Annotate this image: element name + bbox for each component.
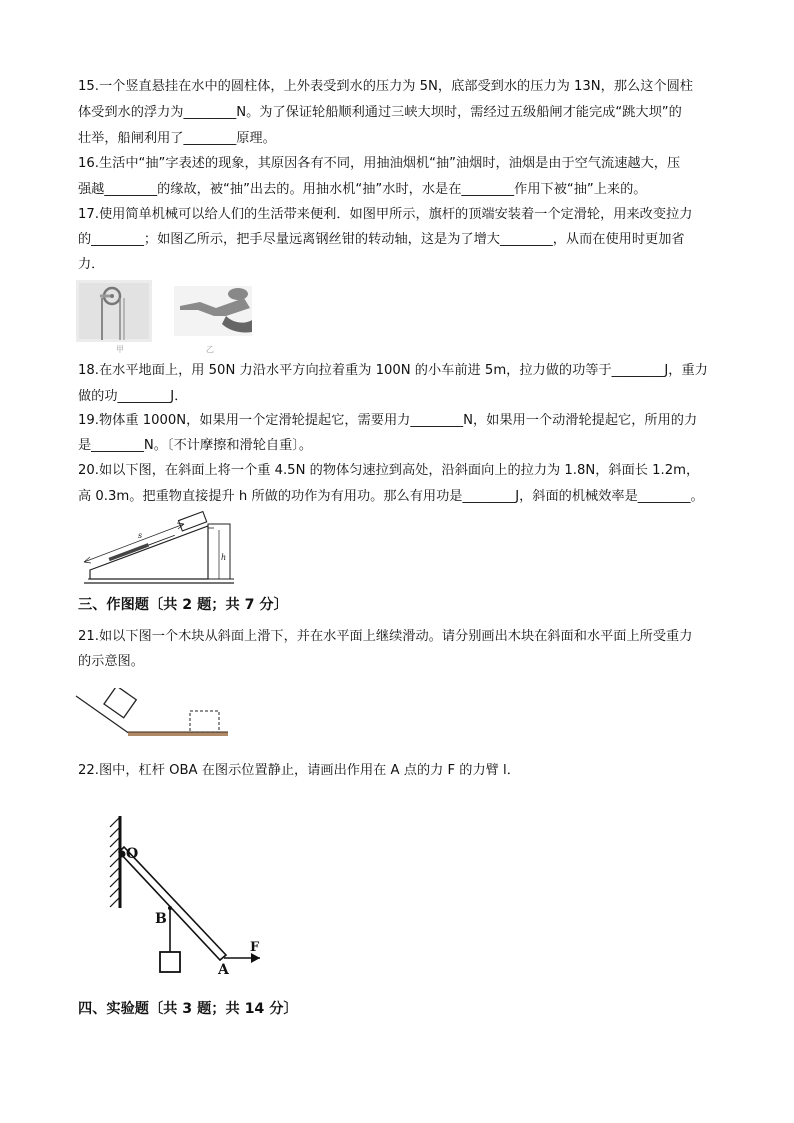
q20-label-s: s xyxy=(138,531,143,540)
q20-label-h: h xyxy=(221,553,227,562)
q22-label-b: B xyxy=(155,911,167,927)
q22-line-1: 22.图中，杠杆 OBA 在图示位置静止，请画出作用在 A 点的力 F 的力臂 l． xyxy=(78,763,520,778)
q17-figure xyxy=(76,280,256,356)
flagpole-pulley-photo xyxy=(76,280,152,342)
q16-line-1: 16.生活中“抽”字表述的现象，其原因各有不同，用抽油烟机“抽”油烟时，油烟是由于空气流速越大，压 xyxy=(78,156,681,171)
q22-label-a: A xyxy=(218,962,229,978)
q21-slope-figure xyxy=(74,688,234,744)
section-4-heading: 四、实验题〔共 3 题；共 14 分〕 xyxy=(78,1001,298,1017)
q21-line-1: 21.如以下图一个木块从斜面上滑下，并在水平面上继续滑动。请分别画出木块在斜面和水平面上所受重力 xyxy=(78,629,693,644)
q20-line-1: 20.如以下图，在斜面上将一个重 4.5N 的物体匀速拉到高处，沿斜面向上的拉力为 1.8N，斜面长 1.2m， xyxy=(78,463,700,478)
q20-line-2: 高 0.3m。把重物直接提升 h 所做的功作为有用功。那么有用功是________J，斜面的机械效率是________。 xyxy=(78,489,704,504)
q20-incline-figure xyxy=(80,510,238,586)
q16-line-2: 强越________的缘故，被“抽”出去的。用抽水机“抽”水时，水是在________作用下被“抽”上来的。 xyxy=(78,182,647,197)
q15-line-3: 壮举，船闸利用了________原理。 xyxy=(78,131,276,146)
q17-label-a: 甲 xyxy=(116,345,124,354)
q17-line-1: 17.使用简单机械可以给人们的生活带来便利．如图甲所示，旗杆的顶端安装着一个定滑轮，用来改变拉力 xyxy=(78,207,693,222)
q17-label-b: 乙 xyxy=(206,345,214,354)
q15-line-2: 体受到水的浮力为________N。为了保证轮船顺利通过三峡大坝时，需经过五级船闸才能完成“跳大坝”的 xyxy=(78,105,682,120)
pliers-photo xyxy=(174,286,252,336)
q22-label-o: O xyxy=(126,846,139,862)
q21-line-2: 的示意图。 xyxy=(78,654,144,669)
q18-line-1: 18.在水平地面上，用 50N 力沿水平方向拉着重为 100N 的小车前进 5m，拉力做的功等于________J，重力 xyxy=(78,363,708,378)
q22-lever-figure xyxy=(100,812,280,982)
q15-line-1: 15.一个竖直悬挂在水中的圆柱体，上外表受到水的压力为 5N，底部受到水的压力为 13N，那么这个圆柱 xyxy=(78,79,693,94)
q19-line-1: 19.物体重 1000N，如果用一个定滑轮提起它，需要用力________N，如果用一个动滑轮提起它，所用的力 xyxy=(78,413,698,428)
section-3-heading: 三、作图题〔共 2 题；共 7 分〕 xyxy=(78,597,288,613)
q17-line-2: 的________；如图乙所示，把手尽量远离钢丝钳的转动轴，这是为了增大________，从而在使用时更加省 xyxy=(78,232,685,247)
q22-label-f: F xyxy=(250,940,260,955)
q19-line-2: 是________N。〔不计摩擦和滑轮自重〕。 xyxy=(78,438,313,453)
q17-line-3: 力． xyxy=(78,257,105,272)
q18-line-2: 做的功________J． xyxy=(78,389,188,404)
